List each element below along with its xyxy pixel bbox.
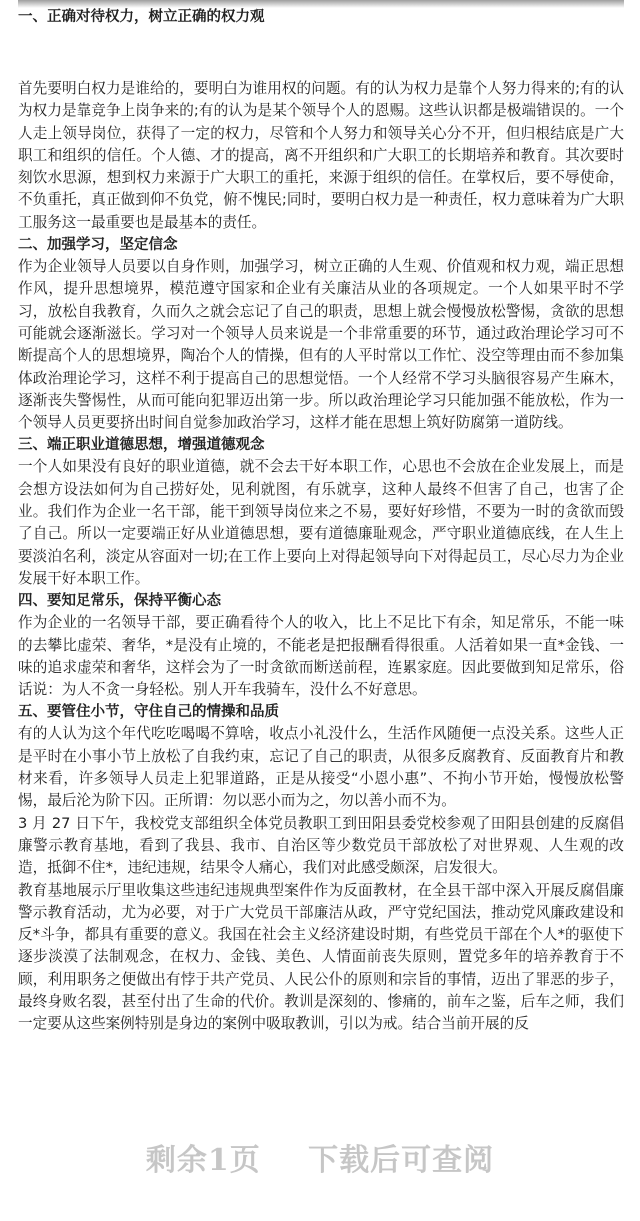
section-3-paragraph: 一个人如果没有良好的职业道德，就不会去干好本职工作，心思也不会放在企业发展上，而是会想方设法如何为自己捞好处，见利就图，有乐就享，这种人最终不但害了自己，也害了企业。我们作为企业一名干部，能干到领导岗位来之不易，要好好珍惜，不要为一时的贪欲而毁了自己。所以一定要端正好从业道德思想，要有道德廉耻观念，严守职业道德底线，在人生上要淡泊名利，淡定从容面对一切;在工作上要向上对得起领导向下对得起员工，尽心尽力为企业发展干好本职工作。 [18,458,624,587]
section-2-paragraph: 作为企业领导人员要以自身作则，加强学习，树立正确的人生观、价值观和权力观，端正思想作风，提升思想境界，模范遵守国家和企业有关廉洁从业的各项规定。一个人如果平时不学习，放松自我教育，久而久之就会忘记了自己的职责，思想上就会慢慢放松警惕，贪欲的思想可能就会逐渐滋长。学习对一个领导人员来说是一个非常重要的环节，通过政治理论学习可不断提高个人的思想境界，陶冶个人的情操，但有的人平时常以工作忙、没空等理由而不参加集体政治理论学习，这样不利于提高自己的思想觉悟。一个人经常不学习头脑很容易产生麻木，逐渐丧失警惕性，从而可能向犯罪迈出第一步。所以政治理论学习只能加强不能放松，作为一个领导人员更要挤出时间自觉参加政治学习，这样才能在思想上筑好防腐第一道防线。 [18,258,624,432]
visit-paragraph: 3 月 27 日下午，我校党支部组织全体党员教职工到田阳县委党校参观了田阳县创建的反腐倡廉警示教育基地，看到了我县、我市、自治区等少数党员干部放松了对世界观、人生观的改造，抵御不住*，违纪违规，结果令人痛心，我们对此感受颇深，启发很大。 [18,814,624,877]
document-body [18,0,624,1036]
section-5-paragraph: 有的人认为这个年代吃吃喝喝不算啥，收点小礼没什么，生活作风随便一点没关系。这些人正是平时在小事小节上放松了自我约束，忘记了自己的职责，从很多反腐教育、反面教育片和教材来看，许多领导人员走上犯罪道路，正是从接受“小恩小惠”、不拘小节开始，慢慢放松警惕，最后沦为阶下囚。正所谓：勿以恶小而为之，勿以善小而不为。 [18,725,624,810]
section-4-heading: 四、要知足常乐，保持平衡心态 [18,593,221,610]
download-to-view-label: 下载后可查阅 [308,1143,495,1178]
section-2-heading: 二、加强学习，坚定信念 [18,237,178,254]
truncated-previous-line [18,0,624,8]
section-3-heading: 三、端正职业道德思想，增强道德观念 [18,437,265,454]
remaining-pages-label: 剩余1页 [145,1143,261,1178]
download-prompt[interactable] [0,1135,640,1185]
education-base-paragraph: 教育基地展示厅里收集这些违纪违规典型案件作为反面教材，在全县干部中深入开展反腐倡廉警示教育活动，尤为必要，对于广大党员干部廉洁从政，严守党纪国法，推动党风廉政建设和反*斗争，都具有重要的意义。我国在社会主义经济建设时期，有些党员干部在个人*的驱使下逐步淡漠了法制观念，在权力、金钱、美色、人情面前丧失原则，置党多年的培养教育于不顾，利用职务之便做出有悖于共产党员、人民公仆的原则和宗旨的事情，迈出了罪恶的步子，最终身败名裂，甚至付出了生命的代价。教训是深刻的、惨痛的，前车之鉴，后车之师，我们一定要从这些案例特别是身边的案例中吸取教训，引以为戒。结合当前开展的反 [18,881,624,1033]
section-4-paragraph: 作为企业的一名领导干部，要正确看待个人的收入，比上不足比下有余，知足常乐，不能一味的去攀比虚荣、奢华，*是没有止境的，不能老是把报酬看得很重。人活着如果一直*金钱、一味的追求虚荣和奢华，这样会为了一时贪欲而断送前程，连累家庭。因此要做到知足常乐，俗话说：为人不贪一身轻松。别人开车我骑车，没什么不好意思。 [18,614,624,699]
section-1-heading: 一、正确对待权力，树立正确的权力观 [18,9,265,25]
blank-gap [18,28,624,78]
section-5-heading: 五、要管住小节，守住自己的情操和品质 [18,704,279,721]
section-1-paragraph: 首先要明白权力是谁给的，要明白为谁用权的问题。有的认为权力是靠个人努力得来的;有的认为权力是靠竞争上岗争来的;有的认为是某个领导个人的恩赐。这些认识都是极端错误的。一个人走上领导岗位，获得了一定的权力，尽管和个人努力和领导关心分不开，但归根结底是广大职工和组织的信任。个人德、才的提高，离不开组织和广大职工的长期培养和教育。其次要时刻饮水思源，想到权力来源于广大职工的重托，来源于组织的信任。在掌权后，要不辱使命，不负重托，真正做到仰不负党，俯不愧民;同时，要明白权力是一种责任，权力意味着为广大职工服务这一最重要也是最基本的责任。 [18,80,624,231]
